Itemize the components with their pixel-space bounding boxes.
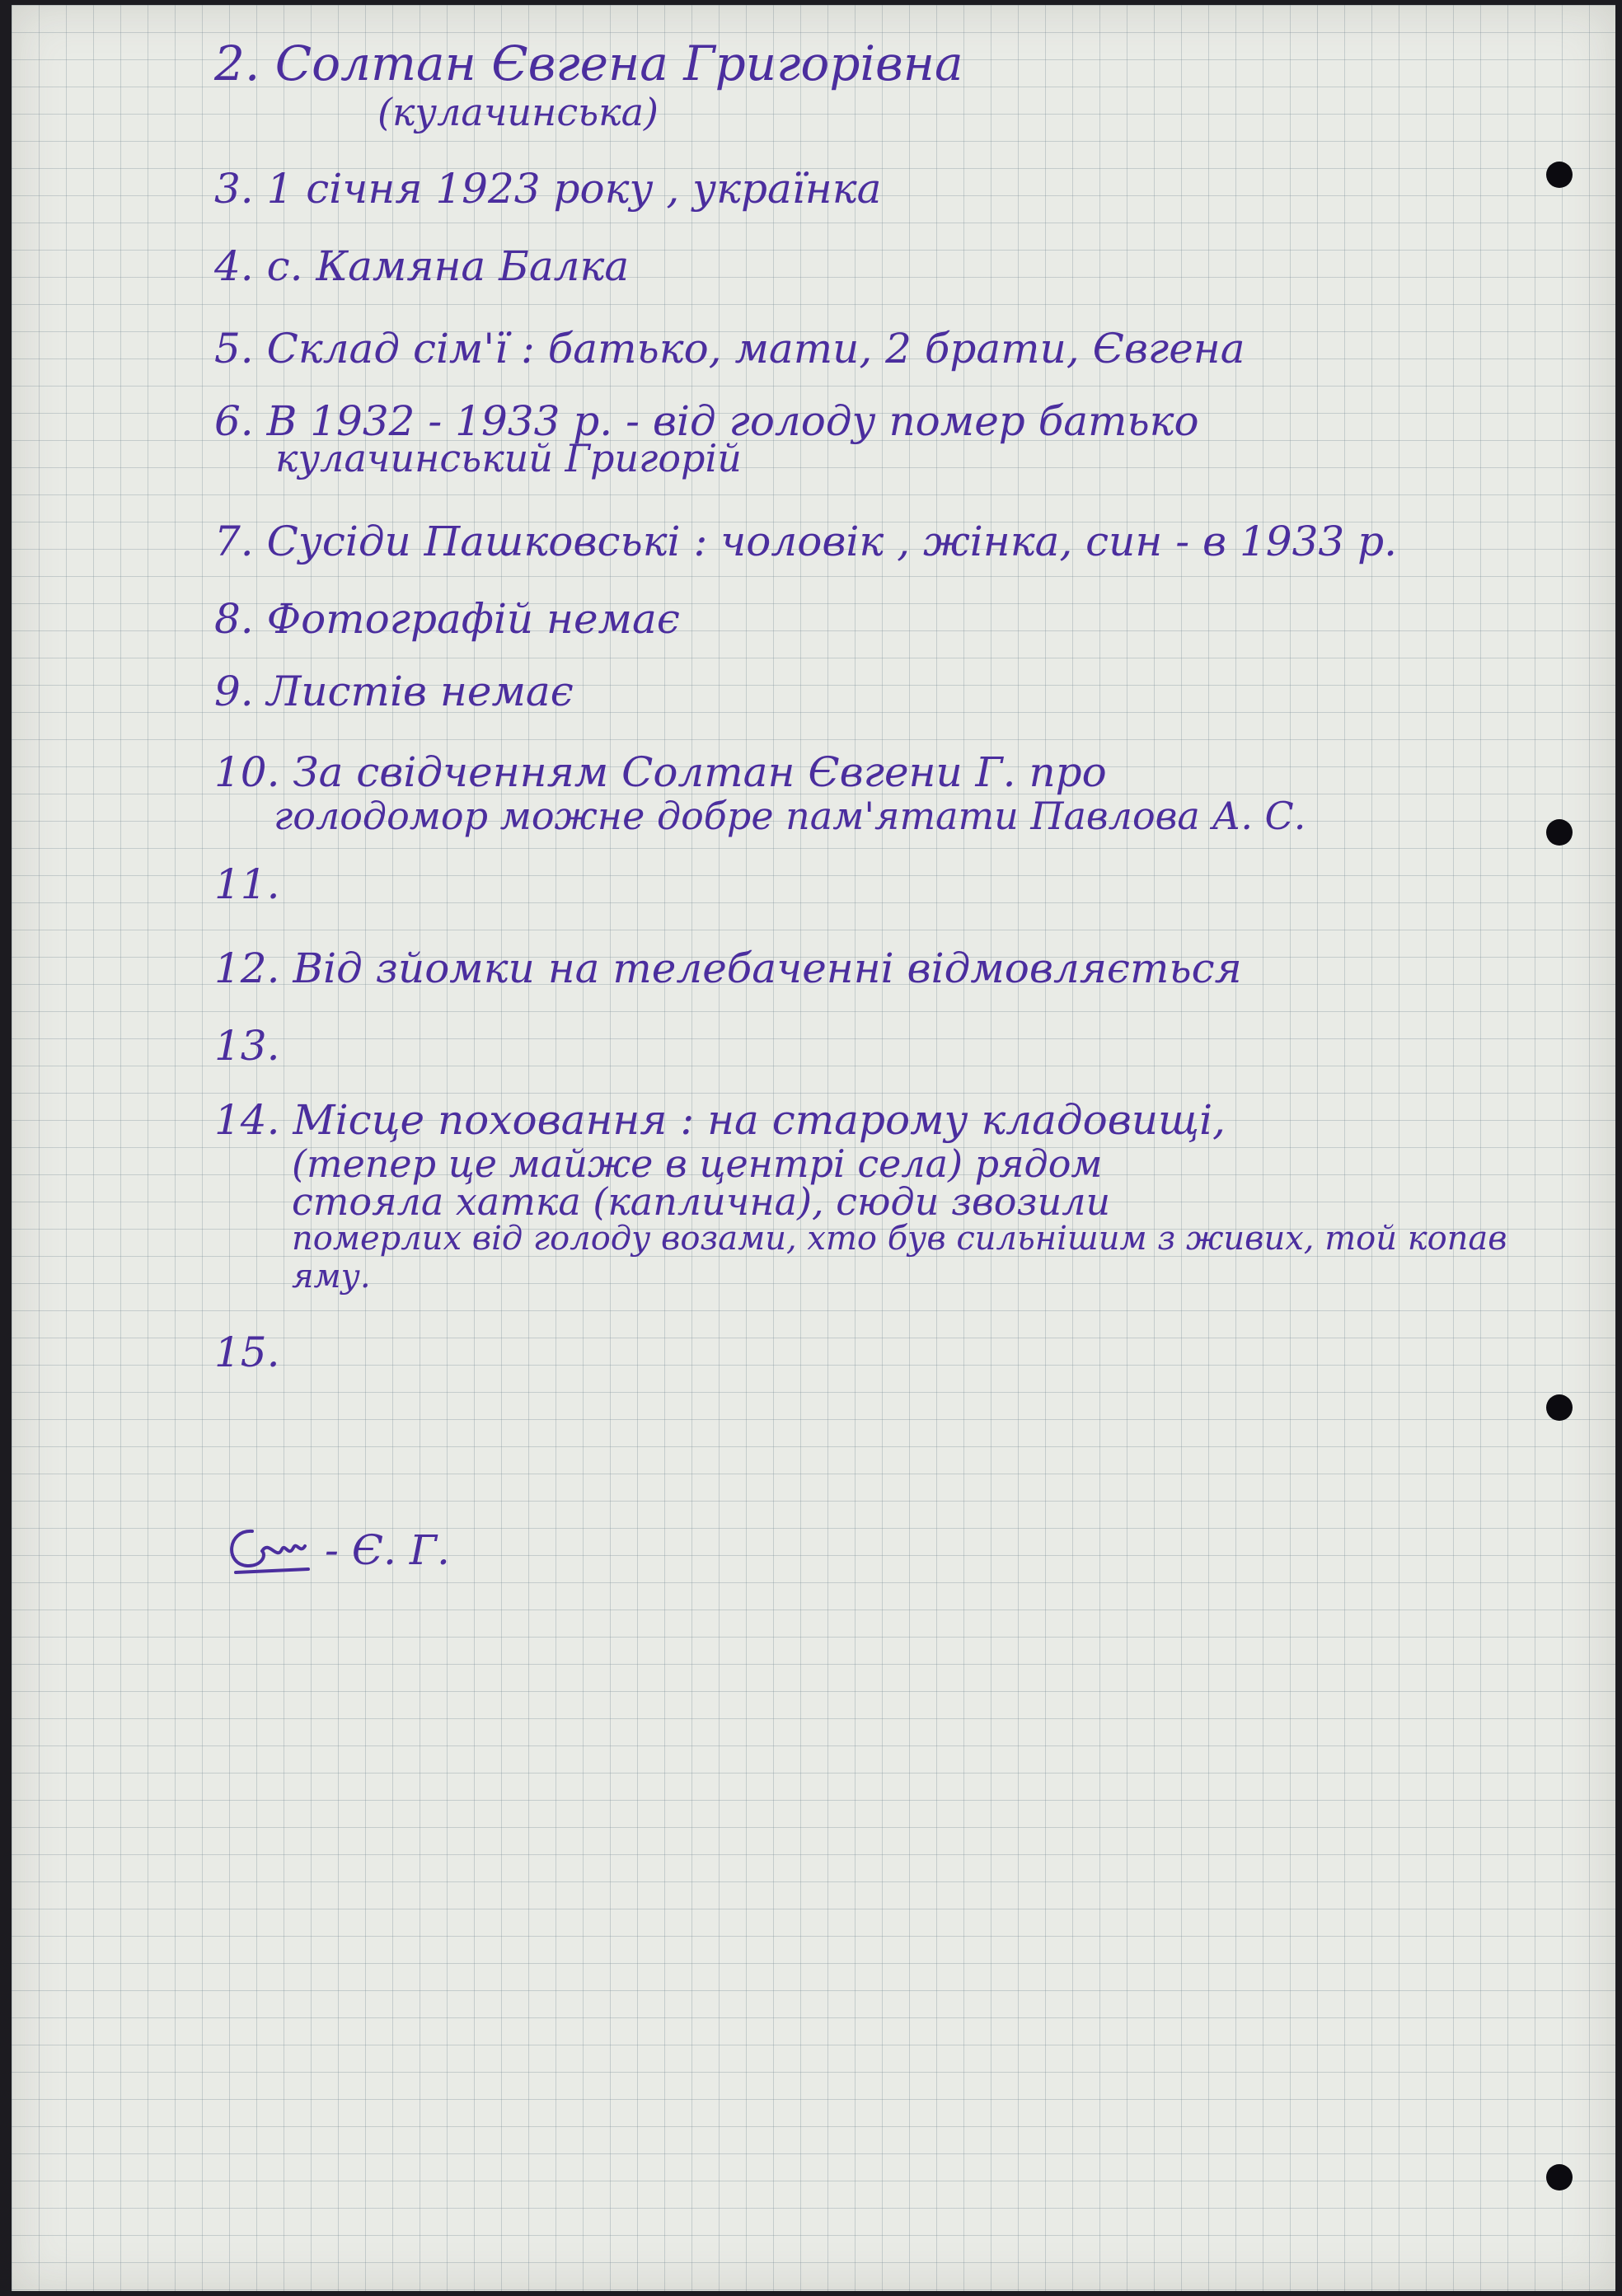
item-3-birth: 3. 1 січня 1923 року , українка [214, 165, 882, 213]
item-7-neighbours: 7. Сусіди Пашковські : чоловік , жінка, син - в 1933 р. [214, 518, 1398, 565]
item-12-filming: 12. Від зйомки на телебаченні відмовляється [214, 944, 1242, 992]
item-9-letters: 9. Листів немає [214, 668, 574, 715]
item-14-burial-cont-2: стояла хатка (каплична), сюди звозили [292, 1179, 1111, 1224]
item-2-maiden-name: (кулачинська) [377, 90, 659, 134]
item-13: 13. [214, 1022, 280, 1070]
item-15: 15. [214, 1328, 280, 1376]
item-14-burial-cont-1: (тепер це майже в центрі села) рядом [292, 1141, 1103, 1186]
item-14-burial-cont-3: померлих від голоду возами, хто був сильнішим з живих, той копав яму. [292, 1220, 1507, 1296]
item-11: 11. [214, 860, 280, 908]
item-6-father-name: кулачинський Григорій [275, 436, 742, 480]
binder-hole [1546, 1394, 1573, 1421]
binder-hole [1546, 819, 1573, 846]
binder-hole [1546, 2164, 1573, 2191]
item-10-witness-cont: голодомор можне добре пам'ятати Павлова А. С. [274, 794, 1306, 838]
item-4-village: 4. с. Камяна Балка [214, 242, 630, 290]
binder-hole [1546, 162, 1573, 188]
item-8-photos: 8. Фотографій немає [214, 595, 680, 643]
document-sheet [12, 5, 1615, 2291]
item-6-famine: 6. В 1932 - 1933 р. - від голоду помер батько [214, 397, 1199, 445]
item-14-burial: 14. Місце поховання : на старому кладовищі, [214, 1096, 1226, 1144]
item-2-name: 2. Солтан Євгена Григорівна [214, 35, 963, 91]
item-5-family: 5. Склад сім'ї : батько, мати, 2 брати, Євгена [214, 325, 1245, 373]
signature-initials: - Є. Г. [325, 1526, 450, 1574]
handwritten-signature-icon [219, 1515, 318, 1581]
item-10-witness: 10. За свідченням Солтан Євгени Г. про [214, 748, 1107, 796]
